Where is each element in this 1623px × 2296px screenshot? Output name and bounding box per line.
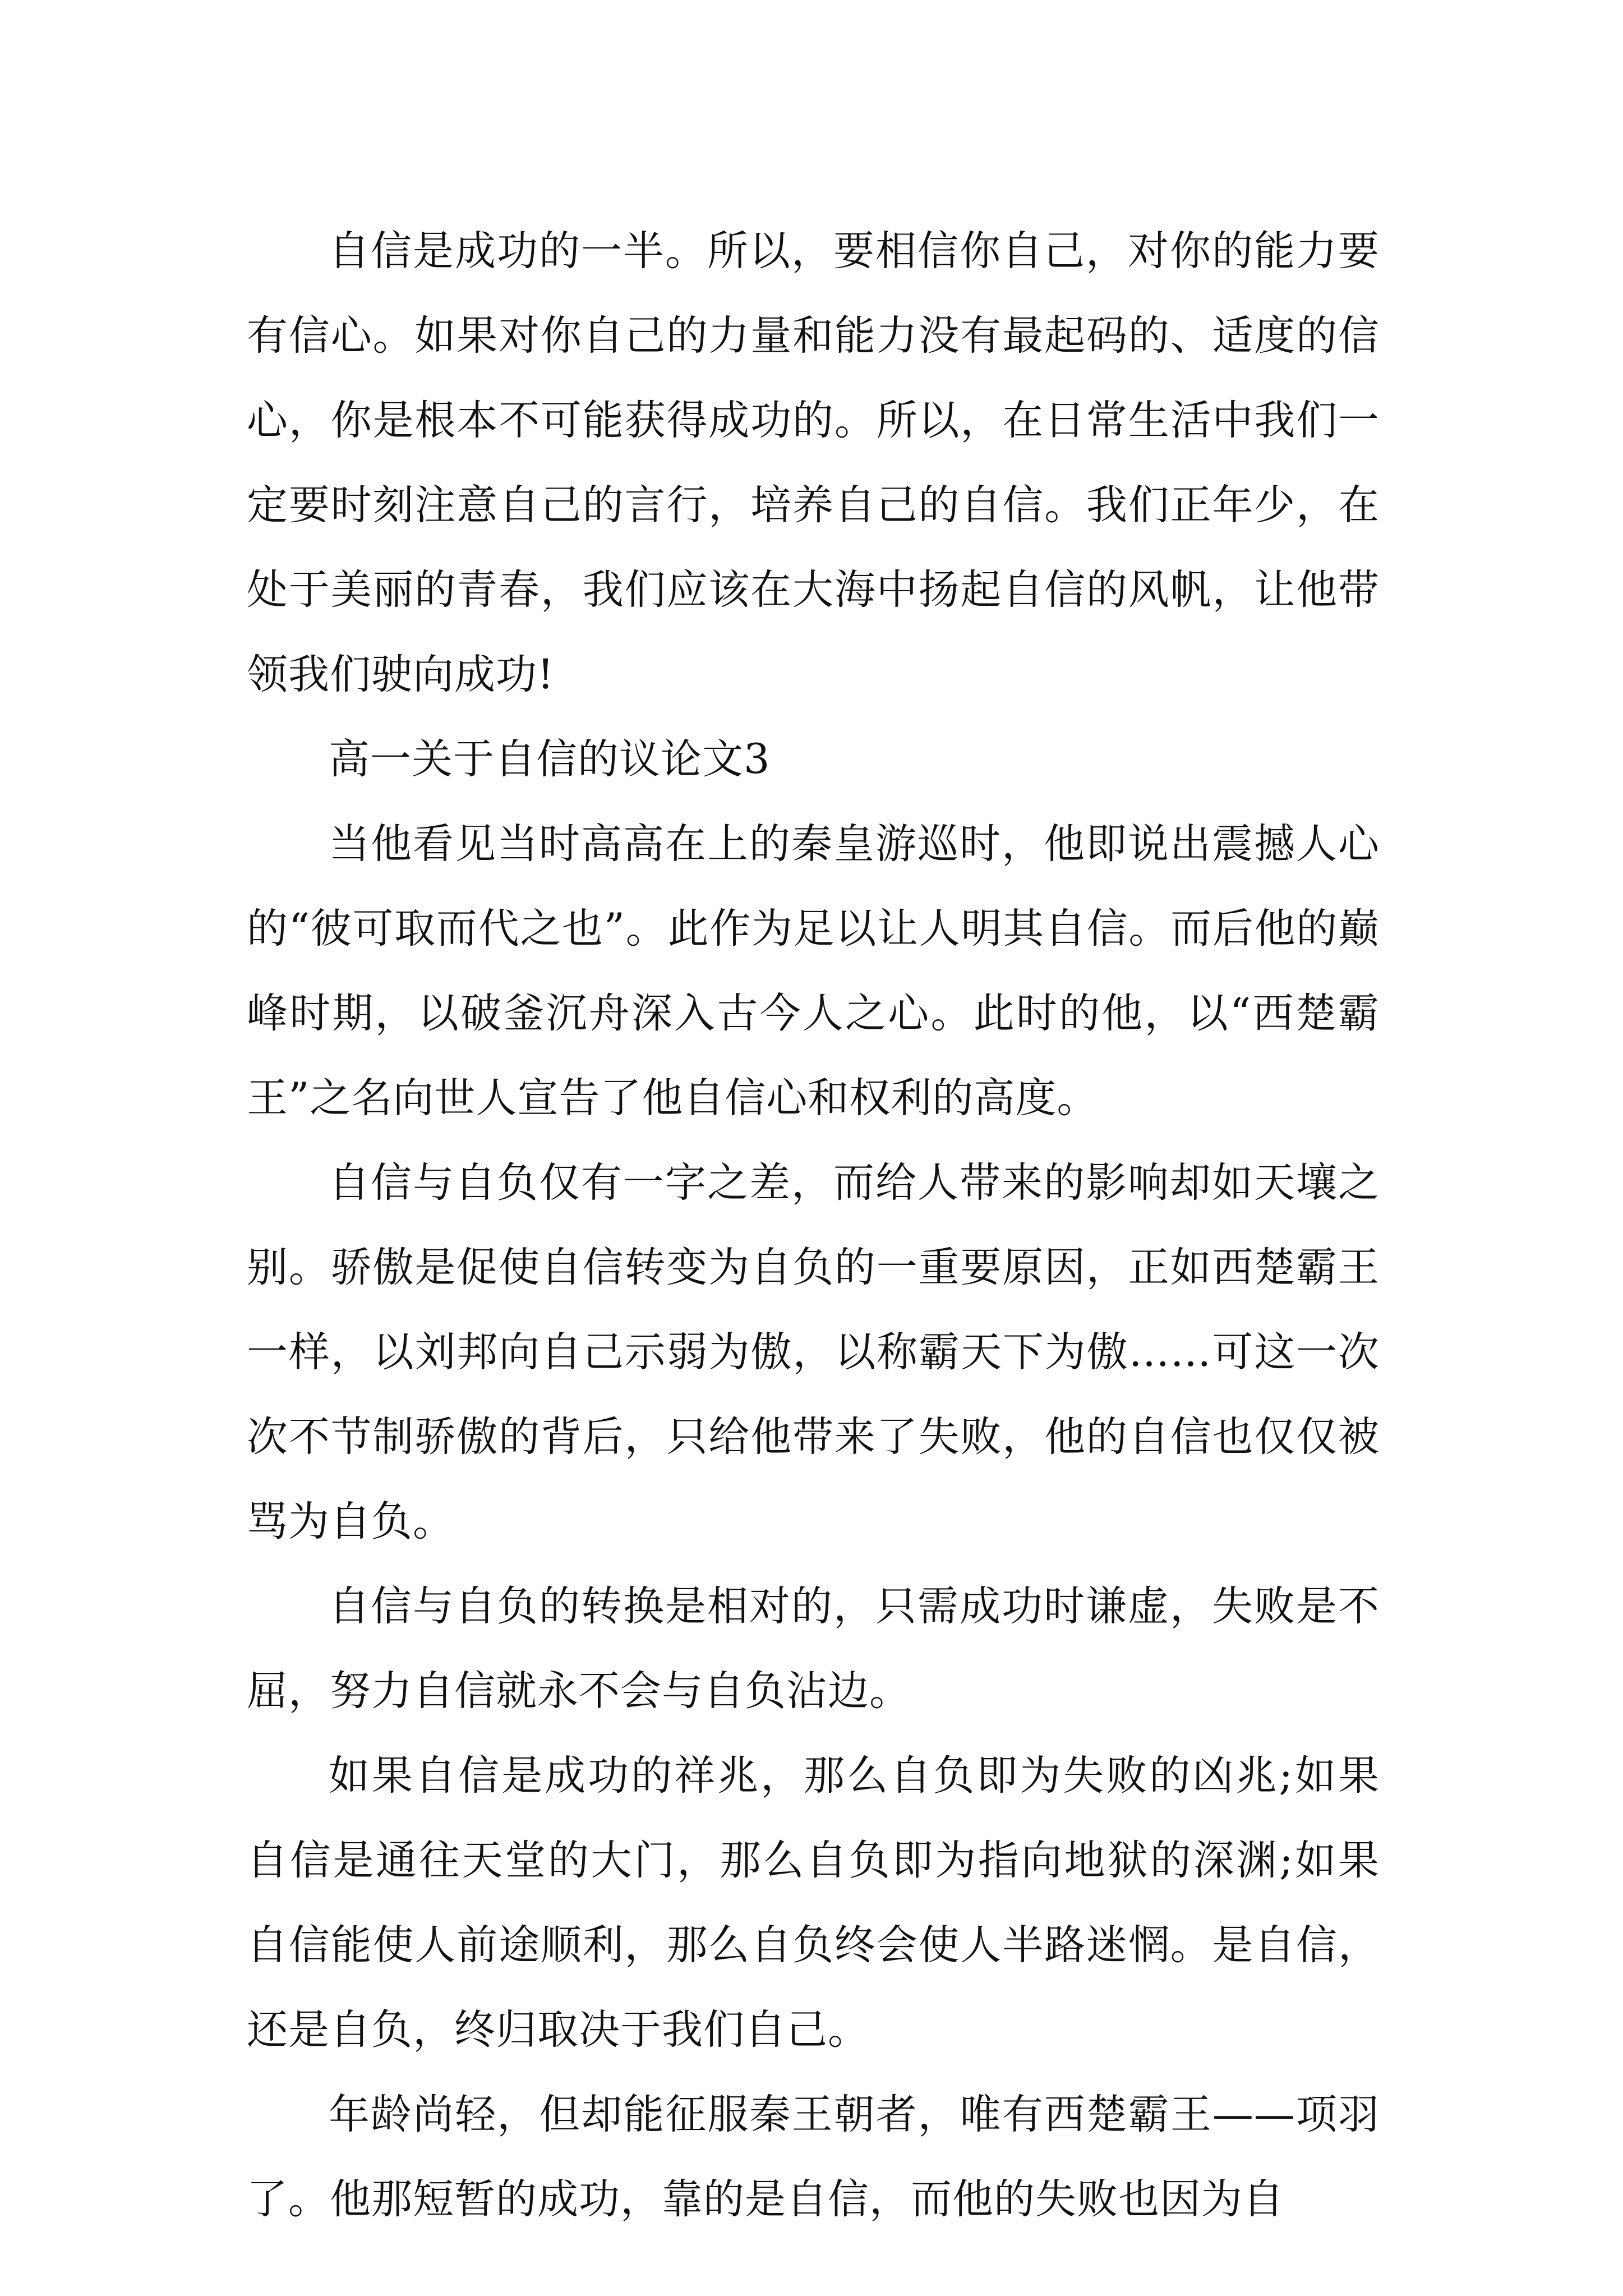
paragraph-1: 自信是成功的一半。所以，要相信你自己，对你的能力要有信心。如果对你自己的力量和能力没有最起码的、适度的信心，你是根本不可能获得成功的。所以，在日常生活中我们一定要时刻注意自己的言行，培养自己的自信。我们正年少，在处于美丽的青春，我们应该在大海中扬起自信的风帆，让他带领我们驶向成功! [247,227,1380,698]
paragraph-6: 年龄尚轻，但却能征服秦王朝者，唯有西楚霸王——项羽了。他那短暂的成功，靠的是自信，而他的失败也因为自 [247,2091,1380,2223]
document-body [247,209,1380,2242]
section-heading: 高一关于自信的议论文3 [329,735,771,783]
paragraph-5: 如果自信是成功的祥兆，那么自负即为失败的凶兆;如果自信是通往天堂的大门，那么自负即为指向地狱的深渊;如果自信能使人前途顺利，那么自负终会使人半路迷惘。是自信，还是自负，终归取决于我们自己。 [247,1752,1380,2054]
paragraph-3: 自信与自负仅有一字之差，而给人带来的影响却如天壤之别。骄傲是促使自信转变为自负的一重要原因，正如西楚霸王一样，以刘邦向自己示弱为傲，以称霸天下为傲……可这一次次不节制骄傲的背后，只给他带来了失败，他的自信也仅仅被骂为自负。 [247,1159,1380,1545]
paragraph-2: 当他看见当时高高在上的秦皇游巡时，他即说出震撼人心的“彼可取而代之也”。此作为足以让人明其自信。而后他的巅峰时期，以破釜沉舟深入古今人之心。此时的他，以“西楚霸王”之名向世人宣告了他自信心和权利的高度。 [247,820,1380,1122]
paragraph-4: 自信与自负的转换是相对的，只需成功时谦虚，失败是不屈，努力自信就永不会与自负沾边。 [247,1582,1380,1715]
